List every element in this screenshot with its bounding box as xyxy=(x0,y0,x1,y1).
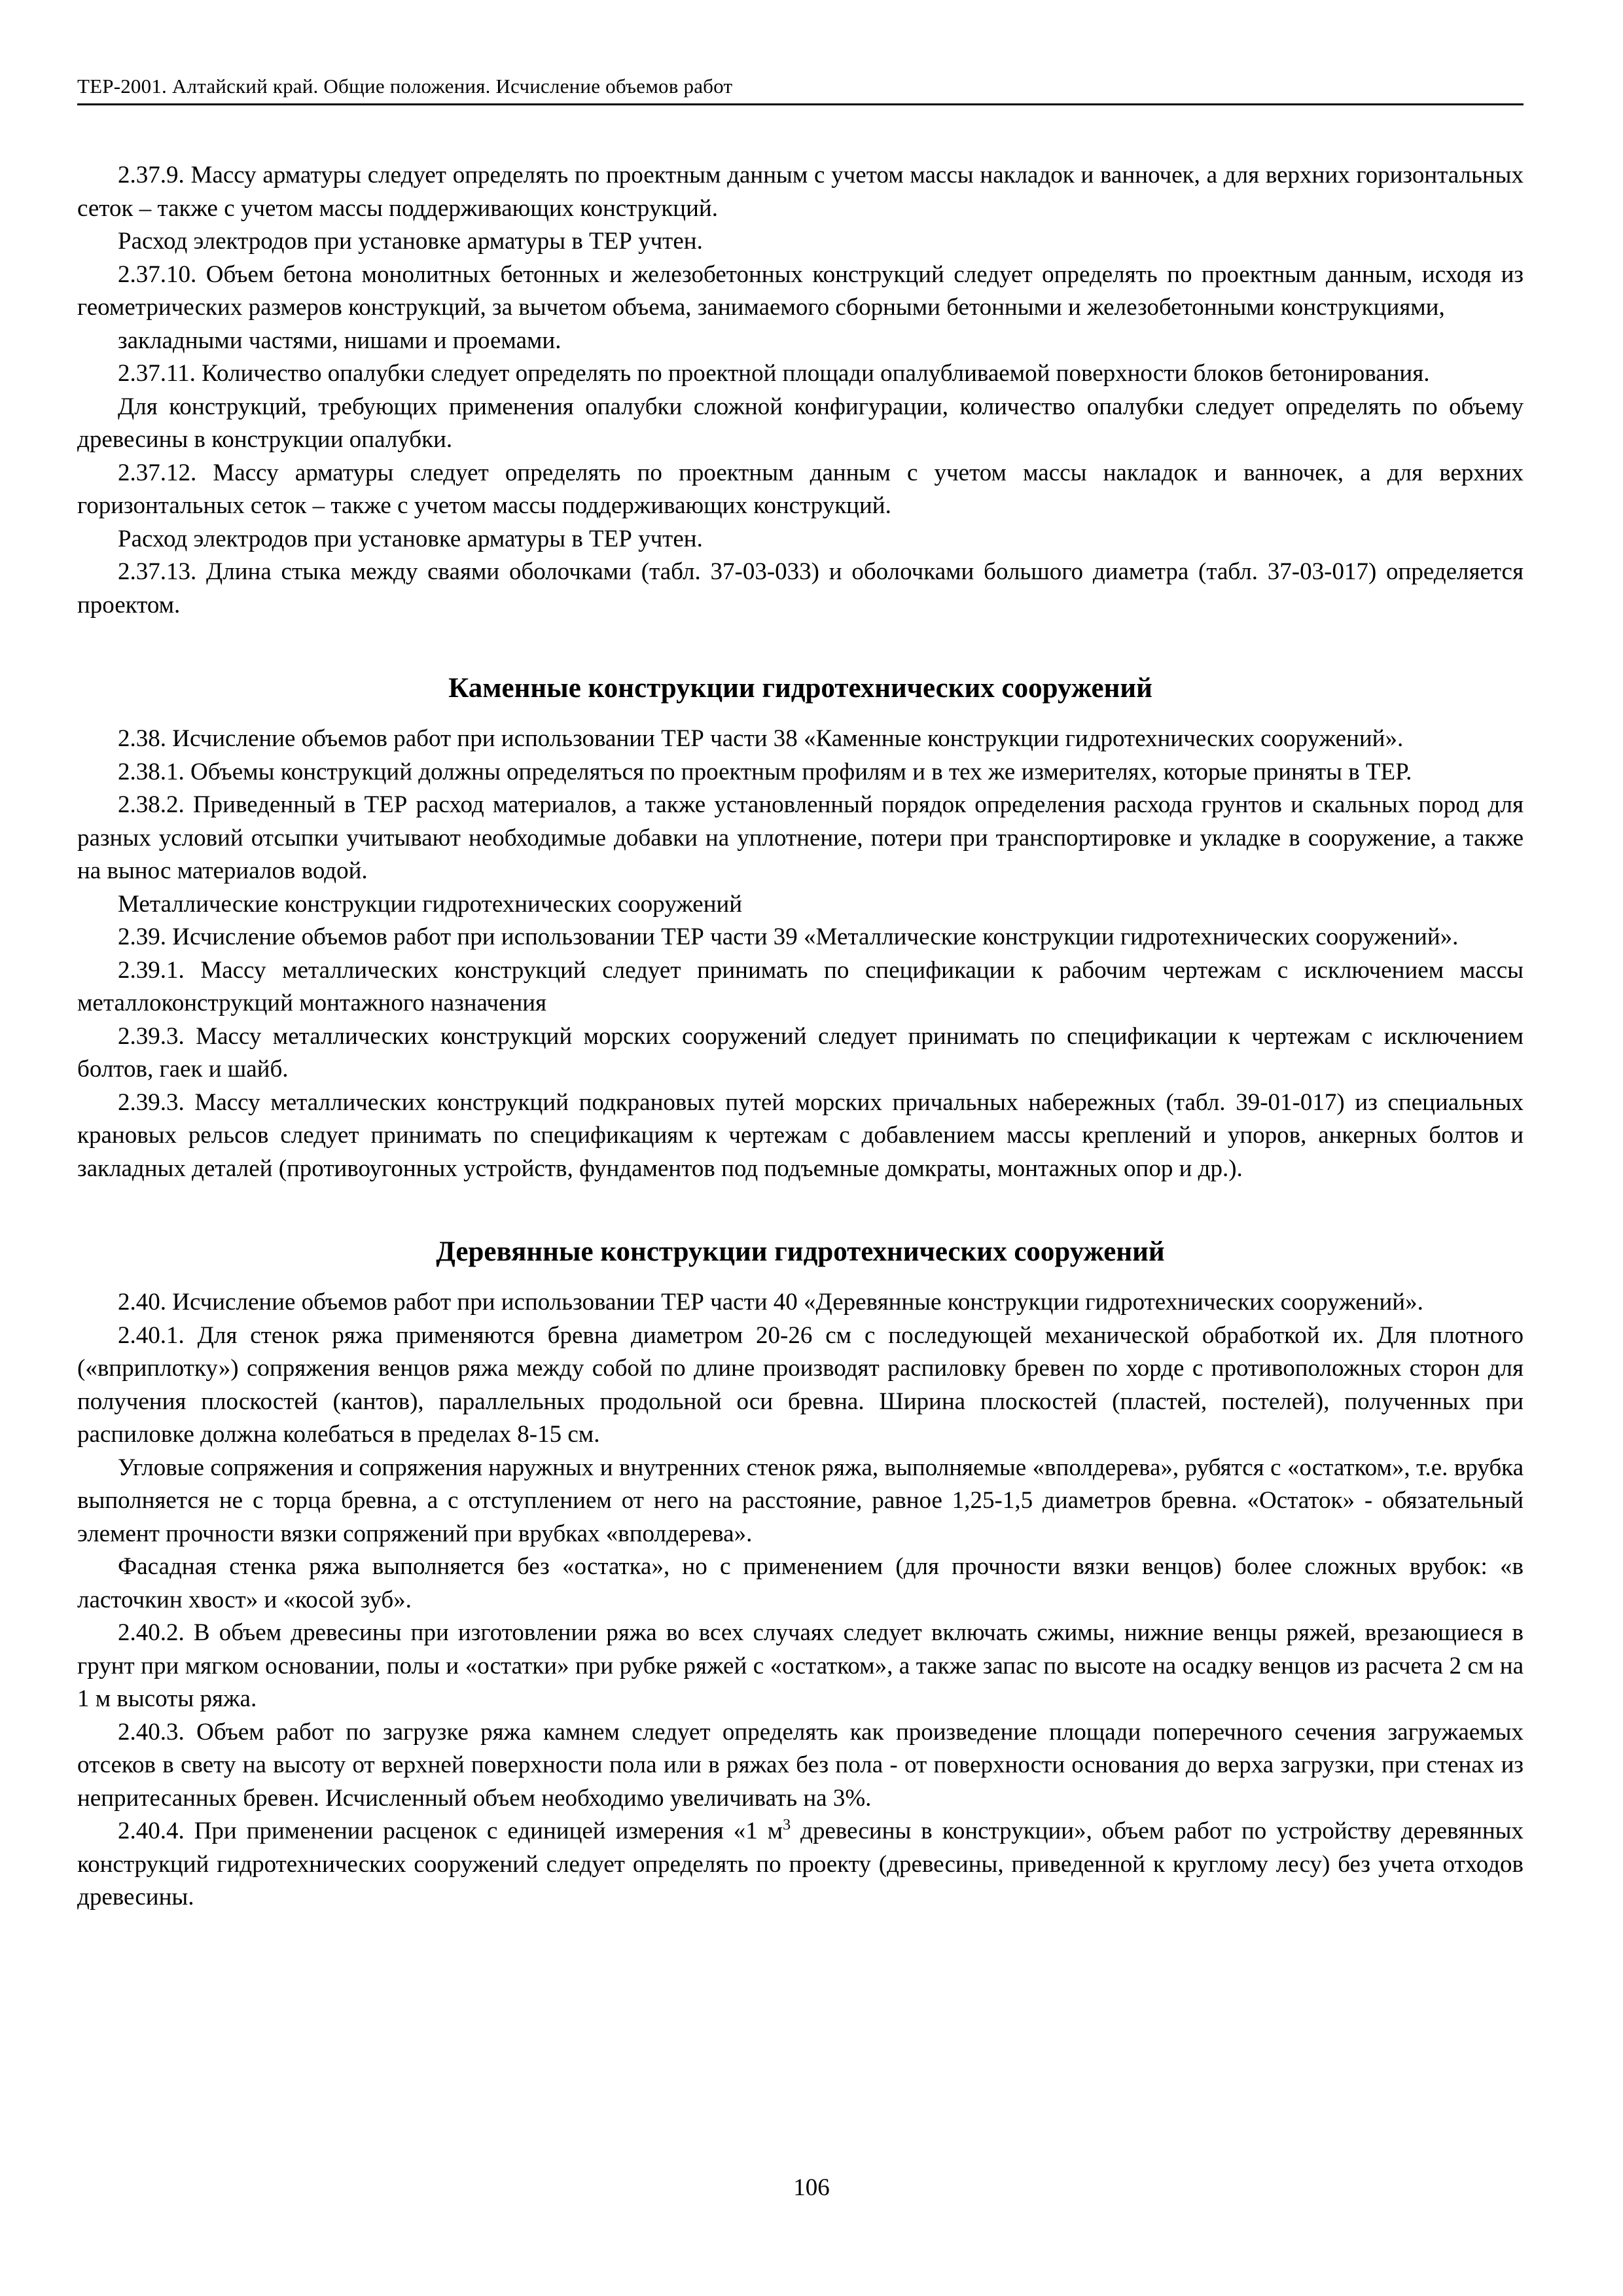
page-number: 106 xyxy=(793,2174,830,2201)
paragraph-2-37-13: 2.37.13. Длина стыка между сваями оболочками (табл. 37-03-033) и оболочками большого диаметра (табл. 37-03-017) определяется проектом. xyxy=(77,558,1524,619)
paragraph-metal-subtitle: Металлические конструкции гидротехнических сооружений xyxy=(118,890,743,918)
paragraph-2-37-12: 2.37.12. Массу арматуры следует определять по проектным данным с учетом массы накладок и ванночек, а для верхних горизонтальных сеток – также с учетом массы поддерживающих конструкций. xyxy=(77,459,1524,519)
paragraph-2-38: 2.38. Исчисление объемов работ при использовании ТЕР части 38 «Каменные конструкции гидротехнических сооружений». xyxy=(118,725,1404,752)
paragraph-2-38-1: 2.38.1. Объемы конструкций должны определяться по проектным профилям и в тех же измерителях, которые приняты в ТЕР. xyxy=(118,758,1412,785)
paragraph-corner-joints: Угловые сопряжения и сопряжения наружных и внутренних стенок ряжа, выполняемые «вполдерева», рубятся с «остатком», т.е. врубка выполняется не с торца бревна, а с отступлением от него на расстояние, равное 1,25-1,5 диаметров бревна. «Остаток» - обязательный элемент прочности вязки сопряжений при врубках «вполдерева». xyxy=(77,1454,1524,1547)
document-body xyxy=(77,159,1524,1914)
paragraph-2-37-10-continued: закладными частями, нишами и проемами. xyxy=(118,327,562,354)
paragraph-2-40: 2.40. Исчисление объемов работ при использовании ТЕР части 40 «Деревянные конструкции гидротехнических сооружений». xyxy=(118,1289,1423,1316)
section-title-stone: Каменные конструкции гидротехнических сооружений xyxy=(448,673,1152,704)
cubic-superscript: 3 xyxy=(783,1816,791,1834)
paragraph-2-40-1: 2.40.1. Для стенок ряжа применяются бревна диаметром 20-26 см с последующей механической обработкой их. Для плотного («вприплотку») сопряжения венцов ряжа между собой по длине производят распиловку бревен по хорде с противоположных сторон для получения плоскостей (кантов), параллельных продольной оси бревна. Ширина плоскостей (пластей, постелей), полученных при распиловке должна колебаться в пределах 8-15 см. xyxy=(77,1321,1524,1448)
paragraph-2-39-3-crane: 2.39.3. Массу металлических конструкций подкрановых путей морских причальных набережных (табл. 39-01-017) из специальных крановых рельсов следует принимать по спецификациям к чертежам с добавлением массы креплений и упоров, анкерных болтов и закладных деталей (противоугонных устройств, фундаментов под подъемные домкраты, монтажных опор и др.). xyxy=(77,1088,1524,1182)
paragraph-2-39-1: 2.39.1. Массу металлических конструкций следует принимать по спецификации к рабочим чертежам с исключением массы металлоконструкций монтажного назначения xyxy=(77,956,1524,1016)
paragraph-2-37-9: 2.37.9. Массу арматуры следует определять по проектным данным с учетом массы накладок и ванночек, а для верхних горизонтальных сеток – также с учетом массы поддерживающих конструкций. xyxy=(77,162,1524,222)
paragraph-2-37-10: 2.37.10. Объем бетона монолитных бетонных и железобетонных конструкций следует определять по проектным данным, исходя из геометрических размеров конструкций, за вычетом объема, занимаемого сборными бетонными и железобетонными конструкциями, xyxy=(77,260,1524,321)
paragraph-formwork: Для конструкций, требующих применения опалубки сложной конфигурации, количество опалубки следует определять по объему древесины в конструкции опалубки. xyxy=(77,393,1524,453)
paragraph-electrodes-2: Расход электродов при установке арматуры в ТЕР учтен. xyxy=(118,525,703,552)
paragraph-2-40-4-end: древесины в конструкции», объем работ по устройству деревянных конструкций гидротехнических сооружений следует определять по проекту (древесины, приведенной к круглому лесу) без учета отходов древесины. xyxy=(77,1818,1524,1910)
paragraph-2-39-3-marine: 2.39.3. Массу металлических конструкций морских сооружений следует принимать по спецификации к чертежам с исключением болтов, гаек и шайб. xyxy=(77,1022,1524,1083)
paragraph-2-37-11: 2.37.11. Количество опалубки следует определять по проектной площади опалубливаемой поверхности блоков бетонирования. xyxy=(118,360,1430,387)
paragraph-2-40-4 xyxy=(77,1815,1524,1914)
paragraph-2-40-2: 2.40.2. В объем древесины при изготовлении ряжа во всех случаях следует включать сжимы, нижние венцы ряжей, врезающиеся в грунт при мягком основании, полы и «остатки» при рубке ряжей с «остатком», а также запас по высоте на осадку венцов из расчета 2 см на 1 м высоты ряжа. xyxy=(77,1619,1524,1712)
paragraph-2-40-4-start: 2.40.4. При применении расценок с единицей измерения «1 м xyxy=(118,1818,783,1844)
paragraph-2-40-3: 2.40.3. Объем работ по загрузке ряжа камнем следует определять как произведение площади поперечного сечения загружаемых отсеков в свету на высоту от верхней поверхности пола или в ряжах без пола - от поверхности основания до верха загрузки, при стенах из непритесанных бревен. Исчисленный объем необходимо увеличивать на 3%. xyxy=(77,1718,1524,1812)
section-title-wood: Деревянные конструкции гидротехнических сооружений xyxy=(436,1236,1165,1267)
running-header: ТЕР-2001. Алтайский край. Общие положения. Исчисление объемов работ xyxy=(77,72,1524,105)
paragraph-electrodes-1: Расход электродов при установке арматуры в ТЕР учтен. xyxy=(118,228,703,255)
paragraph-2-38-2: 2.38.2. Приведенный в ТЕР расход материалов, а также установленный порядок определения расхода грунтов и скальных пород для разных условий отсыпки учитывают необходимые добавки на уплотнение, потери при транспортировке и укладке в сооружение, а также на вынос материалов водой. xyxy=(77,791,1524,884)
paragraph-2-39: 2.39. Исчисление объемов работ при использовании ТЕР части 39 «Металлические конструкции гидротехнических сооружений». xyxy=(118,924,1459,950)
paragraph-facade-wall: Фасадная стенка ряжа выполняется без «остатка», но с применением (для прочности вязки венцов) более сложных врубок: «в ласточкин хвост» и «косой зуб». xyxy=(77,1553,1524,1613)
